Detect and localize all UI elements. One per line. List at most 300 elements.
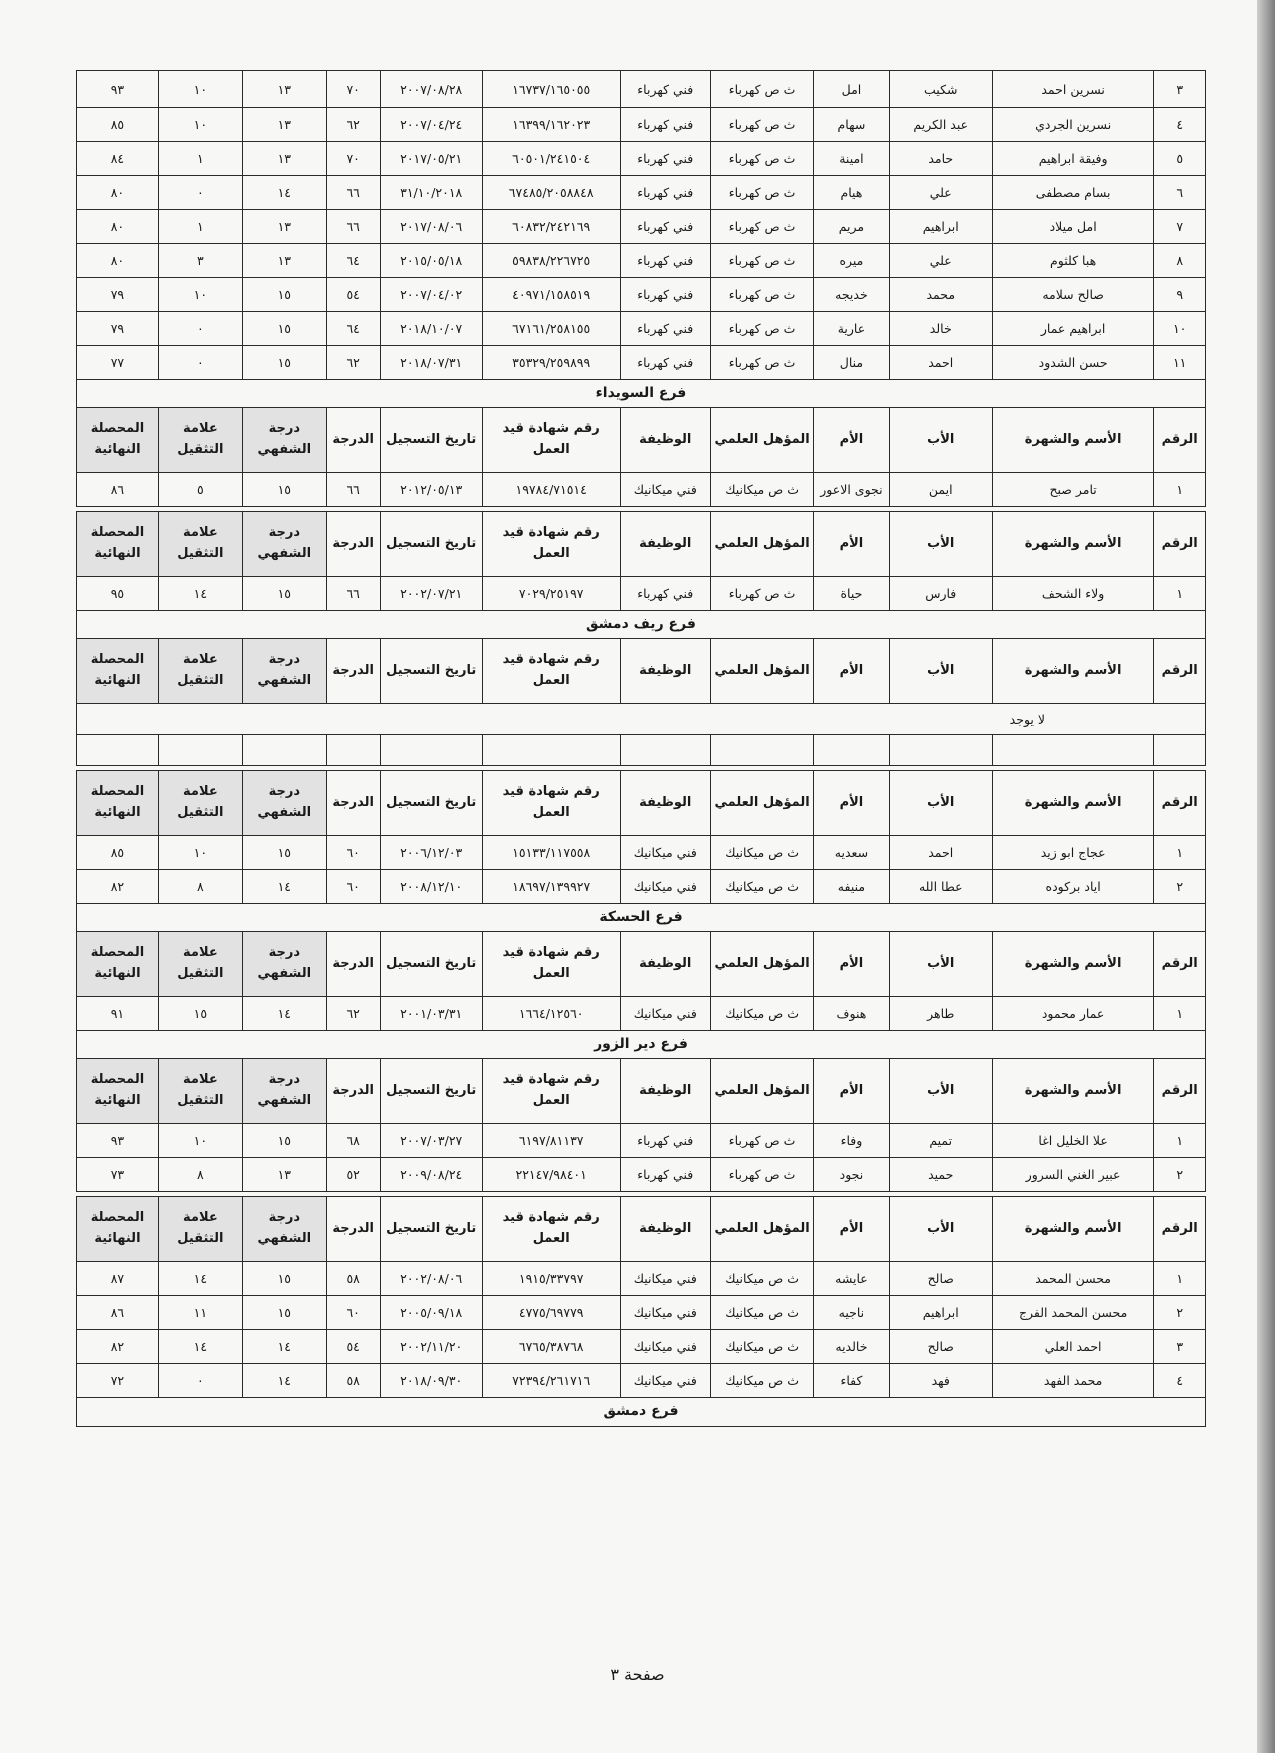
scan-edge-shadow [1257,0,1275,1753]
cell-qualification: ث ص كهرباء [710,108,813,142]
cell-grade: ٦٦ [326,577,380,611]
cell-job: فني كهرباء [620,142,710,176]
cell-weight: ٠ [158,312,242,346]
cell-final: ٩١ [77,997,159,1031]
table-row [77,278,1206,312]
header-job: الوظيفة [620,932,710,997]
cell-mother: عايشه [814,1262,889,1296]
cell-final: ٧٩ [77,312,159,346]
header-qualification: المؤهل العلمي [710,932,813,997]
table-header-row [77,1059,1206,1124]
blank-cell [158,735,242,766]
cell-mother: كفاء [814,1364,889,1398]
cell-grade: ٥٤ [326,1330,380,1364]
cell-job: فني ميكانيك [620,1262,710,1296]
cell-father: احمد [889,346,992,380]
header-weight: علامة التثقيل [158,408,242,473]
header-cert: رقم شهادة قيد العمل [482,512,620,577]
header-final: المحصلة النهائية [77,932,159,997]
branch-caption: فرع السويداء [76,380,1206,407]
header-oral: درجة الشفهي [242,639,326,704]
cell-father: حامد [889,142,992,176]
cell-num: ٨ [1154,244,1206,278]
header-name: الأسم والشهرة [992,512,1153,577]
header-father: الأب [889,771,992,836]
table-row [77,1296,1206,1330]
cell-reg_date: ٢٠٠٧/٠٤/٢٤ [380,108,482,142]
cell-mother: خديجه [814,278,889,312]
header-name: الأسم والشهرة [992,408,1153,473]
header-qualification: المؤهل العلمي [710,1197,813,1262]
cell-cert: ١٥١٣٣/١١٧٥٥٨ [482,836,620,870]
cell-num: ١٠ [1154,312,1206,346]
cell-cert: ٥٩٨٣٨/٢٢٦٧٢٥ [482,244,620,278]
cell-num: ٥ [1154,142,1206,176]
cell-weight: ١ [158,142,242,176]
cell-qualification: ث ص كهرباء [710,142,813,176]
cell-grade: ٥٤ [326,278,380,312]
header-name: الأسم والشهرة [992,1197,1153,1262]
cell-final: ٧٢ [77,1364,159,1398]
cell-oral: ١٥ [242,312,326,346]
header-job: الوظيفة [620,1059,710,1124]
cell-name: ابراهيم عمار [992,312,1153,346]
header-final: المحصلة النهائية [77,512,159,577]
cell-num: ٩ [1154,278,1206,312]
table-header-row [77,932,1206,997]
cell-qualification: ث ص كهرباء [710,346,813,380]
cell-mother: سهام [814,108,889,142]
cell-mother: خالديه [814,1330,889,1364]
table-row [77,1330,1206,1364]
header-oral: درجة الشفهي [242,932,326,997]
table-header-row [77,1197,1206,1262]
header-num: الرقم [1154,1059,1206,1124]
cell-weight: ١٥ [158,997,242,1031]
header-cert: رقم شهادة قيد العمل [482,771,620,836]
header-cert: رقم شهادة قيد العمل [482,1059,620,1124]
header-weight: علامة التثقيل [158,1197,242,1262]
table-row [77,210,1206,244]
cell-weight: ٨ [158,1158,242,1192]
cell-job: فني كهرباء [620,1124,710,1158]
records-table [76,1058,1206,1192]
cell-final: ٧٩ [77,278,159,312]
blank-cell [326,735,380,766]
cell-num: ٢ [1154,1296,1206,1330]
header-job: الوظيفة [620,408,710,473]
header-final: المحصلة النهائية [77,1059,159,1124]
cell-final: ٨٢ [77,870,159,904]
blank-cell [482,735,620,766]
cell-reg_date: ٢٠١٧/٠٨/٠٦ [380,210,482,244]
cell-reg_date: ٢٠١٨/٠٧/٣١ [380,346,482,380]
cell-grade: ٧٠ [326,71,380,108]
cell-weight: ٨ [158,870,242,904]
cell-job: فني ميكانيك [620,1364,710,1398]
cell-cert: ٤٠٩٧١/١٥٨٥١٩ [482,278,620,312]
header-weight: علامة التثقيل [158,1059,242,1124]
cell-cert: ١٩٧٨٤/٧١٥١٤ [482,473,620,507]
header-num: الرقم [1154,512,1206,577]
cell-weight: ٣ [158,244,242,278]
cell-weight: ١٤ [158,1330,242,1364]
cell-reg_date: ٢٠٠٧/٠٤/٠٢ [380,278,482,312]
cell-name: اياد بركوده [992,870,1153,904]
header-grade: الدرجة [326,1059,380,1124]
cell-job: فني ميكانيك [620,836,710,870]
header-mother: الأم [814,771,889,836]
header-weight: علامة التثقيل [158,932,242,997]
cell-final: ٨٥ [77,108,159,142]
cell-cert: ٦٠٨٣٢/٢٤٢١٦٩ [482,210,620,244]
table-row [77,473,1206,507]
cell-qualification: ث ص ميكانيك [710,997,813,1031]
header-final: المحصلة النهائية [77,408,159,473]
cell-grade: ٥٨ [326,1364,380,1398]
cell-cert: ١٦٦٤/١٢٥٦٠ [482,997,620,1031]
cell-father: علي [889,176,992,210]
cell-father: شكيب [889,71,992,108]
cell-final: ٧٣ [77,1158,159,1192]
cell-qualification: ث ص كهرباء [710,577,813,611]
header-father: الأب [889,408,992,473]
cell-qualification: ث ص ميكانيك [710,1296,813,1330]
cell-grade: ٦٤ [326,312,380,346]
cell-qualification: ث ص ميكانيك [710,1364,813,1398]
blank-cell [889,735,992,766]
cell-oral: ١٥ [242,1124,326,1158]
branch-caption: فرع دير الزور [76,1031,1206,1058]
header-weight: علامة التثقيل [158,639,242,704]
cell-job: فني ميكانيك [620,1296,710,1330]
blank-cell [710,735,813,766]
header-final: المحصلة النهائية [77,1197,159,1262]
blank-cell [620,735,710,766]
header-grade: الدرجة [326,1197,380,1262]
header-father: الأب [889,639,992,704]
cell-name: عجاج ابو زيد [992,836,1153,870]
cell-father: ايمن [889,473,992,507]
cell-name: هبا كلثوم [992,244,1153,278]
cell-num: ٢ [1154,870,1206,904]
table-row [77,1364,1206,1398]
cell-job: فني كهرباء [620,346,710,380]
cell-father: احمد [889,836,992,870]
cell-grade: ٦٠ [326,870,380,904]
header-final: المحصلة النهائية [77,771,159,836]
cell-father: عبد الكريم [889,108,992,142]
header-num: الرقم [1154,408,1206,473]
cell-cert: ١٩١٥/٣٣٧٩٧ [482,1262,620,1296]
cell-qualification: ث ص كهرباء [710,312,813,346]
cell-grade: ٦٠ [326,1296,380,1330]
cell-num: ٣ [1154,1330,1206,1364]
blank-cell [814,735,889,766]
header-weight: علامة التثقيل [158,512,242,577]
cell-grade: ٥٢ [326,1158,380,1192]
table-row [77,244,1206,278]
header-grade: الدرجة [326,512,380,577]
cell-reg_date: ٢٠١٨/٠٩/٣٠ [380,1364,482,1398]
header-name: الأسم والشهرة [992,1059,1153,1124]
header-mother: الأم [814,1059,889,1124]
cell-name: محسن المحمد [992,1262,1153,1296]
header-oral: درجة الشفهي [242,1059,326,1124]
cell-grade: ٦٢ [326,108,380,142]
cell-weight: ١ [158,210,242,244]
cell-father: محمد [889,278,992,312]
header-final: المحصلة النهائية [77,639,159,704]
header-mother: الأم [814,1197,889,1262]
cell-job: فني ميكانيك [620,997,710,1031]
no-records-label: لا يوجد [77,704,1206,735]
no-records-row [77,704,1206,735]
cell-father: خالد [889,312,992,346]
cell-final: ٩٣ [77,1124,159,1158]
cell-oral: ١٥ [242,473,326,507]
cell-qualification: ث ص كهرباء [710,176,813,210]
cell-oral: ١٤ [242,176,326,210]
table-row [77,1124,1206,1158]
cell-final: ٨٠ [77,210,159,244]
cell-num: ١ [1154,473,1206,507]
cell-reg_date: ٢٠٠٦/١٢/٠٣ [380,836,482,870]
cell-weight: ١٠ [158,836,242,870]
header-num: الرقم [1154,1197,1206,1262]
cell-oral: ١٥ [242,1262,326,1296]
cell-cert: ١٨٦٩٧/١٣٩٩٢٧ [482,870,620,904]
cell-num: ٤ [1154,108,1206,142]
header-oral: درجة الشفهي [242,512,326,577]
cell-final: ٧٧ [77,346,159,380]
cell-qualification: ث ص كهرباء [710,71,813,108]
cell-reg_date: ٢٠١٧/٠٥/٢١ [380,142,482,176]
cell-weight: ١١ [158,1296,242,1330]
records-table [76,407,1206,507]
cell-reg_date: ٢٠٠٥/٠٩/١٨ [380,1296,482,1330]
cell-oral: ١٤ [242,1364,326,1398]
header-mother: الأم [814,512,889,577]
cell-father: صالح [889,1330,992,1364]
cell-oral: ١٤ [242,870,326,904]
cell-grade: ٦٤ [326,244,380,278]
header-father: الأب [889,1059,992,1124]
header-oral: درجة الشفهي [242,771,326,836]
header-name: الأسم والشهرة [992,932,1153,997]
header-mother: الأم [814,408,889,473]
cell-cert: ٧٠٢٩/٢٥١٩٧ [482,577,620,611]
cell-reg_date: ٣١/١٠/٢٠١٨ [380,176,482,210]
cell-final: ٨٦ [77,473,159,507]
cell-name: ولاء الشحف [992,577,1153,611]
cell-qualification: ث ص كهرباء [710,210,813,244]
cell-reg_date: ٢٠٠٧/٠٨/٢٨ [380,71,482,108]
header-mother: الأم [814,639,889,704]
records-table [76,1196,1206,1398]
cell-final: ٨٢ [77,1330,159,1364]
cell-name: حسن الشدود [992,346,1153,380]
cell-cert: ٦٠٥٠١/٢٤١٥٠٤ [482,142,620,176]
cell-num: ٢ [1154,1158,1206,1192]
cell-cert: ٧٢٣٩٤/٢٦١٧١٦ [482,1364,620,1398]
cell-name: علا الخليل اغا [992,1124,1153,1158]
cell-reg_date: ٢٠٠٢/٠٨/٠٦ [380,1262,482,1296]
cell-qualification: ث ص ميكانيك [710,473,813,507]
cell-job: فني كهرباء [620,108,710,142]
cell-final: ٨٠ [77,176,159,210]
cell-num: ٧ [1154,210,1206,244]
cell-oral: ١٥ [242,278,326,312]
cell-grade: ٦٦ [326,176,380,210]
header-job: الوظيفة [620,639,710,704]
cell-job: فني كهرباء [620,1158,710,1192]
cell-oral: ١٣ [242,210,326,244]
cell-grade: ٦٢ [326,997,380,1031]
branch-caption: فرع ريف دمشق [76,611,1206,638]
cell-reg_date: ٢٠٠٢/٠٧/٢١ [380,577,482,611]
cell-final: ٨٧ [77,1262,159,1296]
cell-final: ٩٥ [77,577,159,611]
header-job: الوظيفة [620,771,710,836]
cell-num: ١ [1154,1124,1206,1158]
cell-qualification: ث ص كهرباء [710,244,813,278]
cell-father: فارس [889,577,992,611]
cell-cert: ٦١٩٧/٨١١٣٧ [482,1124,620,1158]
cell-mother: منيفه [814,870,889,904]
header-oral: درجة الشفهي [242,408,326,473]
cell-oral: ١٥ [242,1296,326,1330]
blank-cell [77,735,159,766]
table-header-row [77,512,1206,577]
cell-mother: منال [814,346,889,380]
header-reg_date: تاريخ التسجيل [380,932,482,997]
cell-name: عبير الغني السرور [992,1158,1153,1192]
cell-job: فني كهرباء [620,312,710,346]
header-weight: علامة التثقيل [158,771,242,836]
cell-mother: عارية [814,312,889,346]
table-row [77,836,1206,870]
cell-mother: نجود [814,1158,889,1192]
cell-father: علي [889,244,992,278]
header-father: الأب [889,1197,992,1262]
header-reg_date: تاريخ التسجيل [380,1059,482,1124]
cell-weight: ٥ [158,473,242,507]
cell-cert: ٢٢١٤٧/٩٨٤٠١ [482,1158,620,1192]
cell-oral: ١٣ [242,142,326,176]
header-qualification: المؤهل العلمي [710,512,813,577]
branch-caption: فرع الحسكة [76,904,1206,931]
table-row [77,870,1206,904]
cell-num: ٣ [1154,71,1206,108]
cell-num: ١ [1154,836,1206,870]
header-cert: رقم شهادة قيد العمل [482,932,620,997]
cell-qualification: ث ص ميكانيك [710,1330,813,1364]
header-reg_date: تاريخ التسجيل [380,408,482,473]
cell-mother: امل [814,71,889,108]
cell-reg_date: ٢٠١٥/٠٥/١٨ [380,244,482,278]
cell-father: حميد [889,1158,992,1192]
header-cert: رقم شهادة قيد العمل [482,639,620,704]
cell-num: ١١ [1154,346,1206,380]
header-reg_date: تاريخ التسجيل [380,512,482,577]
header-reg_date: تاريخ التسجيل [380,771,482,836]
cell-name: تامر صبح [992,473,1153,507]
table-row [77,312,1206,346]
cell-name: نسرين الجردي [992,108,1153,142]
cell-name: عمار محمود [992,997,1153,1031]
cell-weight: ١٠ [158,1124,242,1158]
header-num: الرقم [1154,639,1206,704]
cell-weight: ٠ [158,346,242,380]
page-number: صفحة ٣ [610,1665,665,1684]
cell-grade: ٦٦ [326,473,380,507]
cell-weight: ١٤ [158,577,242,611]
header-name: الأسم والشهرة [992,639,1153,704]
cell-reg_date: ٢٠٠٩/٠٨/٢٤ [380,1158,482,1192]
cell-job: فني كهرباء [620,577,710,611]
cell-name: نسرين احمد [992,71,1153,108]
blank-row [77,735,1206,766]
cell-cert: ٦٧١٦١/٢٥٨١٥٥ [482,312,620,346]
cell-father: فهد [889,1364,992,1398]
table-header-row [77,408,1206,473]
cell-mother: امينة [814,142,889,176]
cell-weight: ١٠ [158,108,242,142]
table-header-row [77,639,1206,704]
cell-father: صالح [889,1262,992,1296]
cell-job: فني ميكانيك [620,473,710,507]
table-row [77,142,1206,176]
header-reg_date: تاريخ التسجيل [380,639,482,704]
document-page [76,70,1206,1427]
table-row [77,1158,1206,1192]
cell-qualification: ث ص كهرباء [710,1158,813,1192]
cell-oral: ١٣ [242,71,326,108]
header-num: الرقم [1154,771,1206,836]
cell-mother: نجوى الاعور [814,473,889,507]
header-father: الأب [889,932,992,997]
table-row [77,346,1206,380]
header-cert: رقم شهادة قيد العمل [482,1197,620,1262]
cell-job: فني كهرباء [620,176,710,210]
cell-cert: ٦٧٦٥/٣٨٧٦٨ [482,1330,620,1364]
cell-job: فني كهرباء [620,210,710,244]
cell-grade: ٧٠ [326,142,380,176]
records-table [76,638,1206,766]
table-header-row [77,771,1206,836]
cell-num: ٤ [1154,1364,1206,1398]
cell-oral: ١٥ [242,346,326,380]
cell-father: عطا الله [889,870,992,904]
records-table [76,770,1206,904]
cell-final: ٩٣ [77,71,159,108]
cell-name: وفيقة ابراهيم [992,142,1153,176]
header-grade: الدرجة [326,932,380,997]
cell-weight: ٠ [158,1364,242,1398]
cell-job: فني ميكانيك [620,870,710,904]
header-job: الوظيفة [620,1197,710,1262]
cell-oral: ١٤ [242,1330,326,1364]
cell-qualification: ث ص كهرباء [710,1124,813,1158]
cell-mother: ميره [814,244,889,278]
cell-qualification: ث ص ميكانيك [710,836,813,870]
header-reg_date: تاريخ التسجيل [380,1197,482,1262]
header-qualification: المؤهل العلمي [710,408,813,473]
table-row [77,577,1206,611]
cell-father: ابراهيم [889,1296,992,1330]
cell-final: ٨٠ [77,244,159,278]
